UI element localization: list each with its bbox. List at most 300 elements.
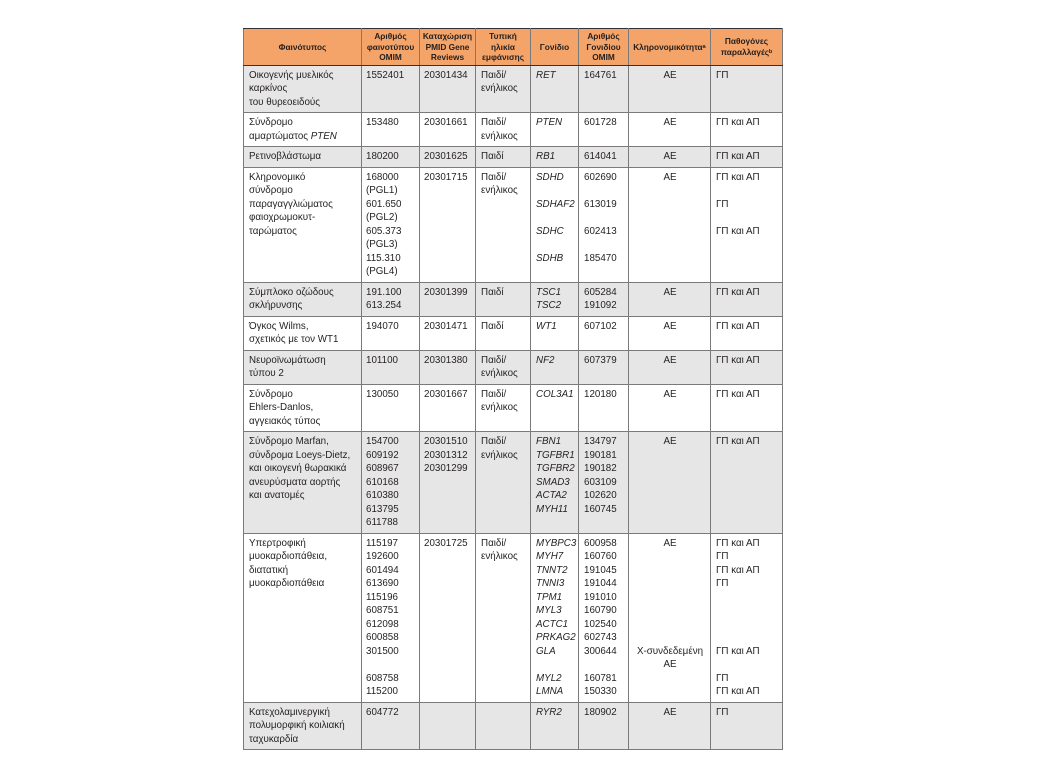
cell-line: 602743 <box>584 632 617 644</box>
table-row <box>244 384 783 432</box>
header-phenotype-omim <box>362 29 420 66</box>
variants-cell <box>711 113 783 147</box>
cell-line: 610380 <box>366 490 399 502</box>
cell-line: παραγαγγλιώματος <box>249 198 333 210</box>
cell-line: 101100 <box>366 354 398 366</box>
cell-line: ΓΠ <box>716 578 729 590</box>
header-text-line: PMID Gene <box>425 41 470 52</box>
cell-line: 20301380 <box>424 354 468 366</box>
header-text-line: Γονίδιο <box>539 41 570 52</box>
cell-line: 160760 <box>584 551 617 563</box>
pmid-cell <box>420 316 476 350</box>
cell-line: Παιδί/ <box>481 354 507 366</box>
cell-line: 190181 <box>584 449 617 461</box>
cell-line: 20301471 <box>424 320 468 332</box>
table-row <box>244 65 783 113</box>
cell-line: MYH11 <box>536 503 568 515</box>
cell-line: ΑΕ <box>663 151 677 163</box>
cell-line: TGFBR2 <box>536 463 575 475</box>
phenotype-cell <box>244 147 362 168</box>
table-header-row <box>244 29 783 66</box>
header-text-line: Κληρονομικότηταᵃ <box>633 41 706 52</box>
phenotype-cell <box>244 533 362 702</box>
cell-line: ΑΕ <box>663 320 677 332</box>
cell-line: μυοκαρδιοπάθεια <box>249 578 325 590</box>
cell-line: 153480 <box>366 117 399 129</box>
age-cell <box>476 167 531 282</box>
cell-line: τύπου 2 <box>249 368 284 380</box>
header-typical-age <box>476 29 531 66</box>
cell-line: MYBPC3 <box>536 537 577 549</box>
cell-line: ΓΠ και ΑΠ <box>716 151 760 163</box>
cell-line: Σύνδρομο <box>249 388 293 400</box>
cell-line: ΑΕ <box>663 706 677 718</box>
cell-line: 160745 <box>584 503 617 515</box>
cell-line: Παιδί <box>481 151 504 163</box>
cell-text-segment: αμαρτώματος <box>249 130 311 142</box>
variants-cell <box>711 702 783 750</box>
cell-line: 120180 <box>584 388 617 400</box>
cell-line: ενήλικος <box>481 449 518 461</box>
cell-line: 607102 <box>584 320 617 332</box>
cell-line: TGFBR1 <box>536 449 575 461</box>
gene-omim-cell <box>579 350 629 384</box>
pmid-cell <box>420 432 476 534</box>
cell-line: 603109 <box>584 476 617 488</box>
cell-line: 134797 <box>584 436 617 448</box>
variants-cell <box>711 316 783 350</box>
cell-line: καρκίνος <box>249 83 288 95</box>
cell-line <box>634 564 706 578</box>
inheritance-cell <box>629 167 711 282</box>
cell-line: TSC1 <box>536 286 562 298</box>
cell-line: 609192 <box>366 449 399 461</box>
table-row <box>244 282 783 316</box>
cell-line: ΑΕ <box>663 436 677 448</box>
age-cell <box>476 533 531 702</box>
cell-line: ΓΠ <box>716 198 729 210</box>
header-text-line: Αριθμός <box>374 31 407 41</box>
cell-text-segment: PTEN <box>310 130 337 142</box>
phenotype-cell <box>244 432 362 534</box>
pmid-cell <box>420 167 476 282</box>
cell-line: Κατεχολαμινεργική <box>249 706 330 718</box>
table-row <box>244 702 783 750</box>
cell-line: 115200 <box>366 686 398 698</box>
cell-line: 164761 <box>584 69 617 81</box>
cell-line: 612098 <box>366 618 399 630</box>
pmid-cell <box>420 147 476 168</box>
cell-line: 191.100 <box>366 286 402 298</box>
gene-cell <box>531 113 579 147</box>
cell-line: ΓΠ και ΑΠ <box>716 171 760 183</box>
cell-line <box>634 618 706 632</box>
pmid-cell <box>420 65 476 113</box>
cell-line <box>716 604 778 618</box>
cell-line: TSC2 <box>536 300 562 312</box>
cell-line <box>584 658 624 672</box>
cell-line: 194070 <box>366 320 399 332</box>
inheritance-cell <box>629 350 711 384</box>
cell-line: Όγκος Wilms, <box>249 320 309 332</box>
cell-line: 115196 <box>366 591 398 603</box>
cell-line: 192600 <box>366 551 399 563</box>
cell-line: 191044 <box>584 578 617 590</box>
cell-line: SDHAF2 <box>536 198 575 210</box>
pmid-cell <box>420 350 476 384</box>
cell-line: (PGL4) <box>366 266 398 278</box>
cell-line: PRKAG2 <box>536 632 576 644</box>
cell-line <box>634 550 706 564</box>
phenotype-cell <box>244 167 362 282</box>
phenotype-cell <box>244 702 362 750</box>
inheritance-cell <box>629 316 711 350</box>
cell-line: 608758 <box>366 672 399 684</box>
cell-line: Παιδί/ <box>481 436 507 448</box>
cell-line: 115.310 <box>366 252 401 264</box>
cell-line: 20301667 <box>424 388 468 400</box>
cell-line: RET <box>536 69 556 81</box>
cell-line: 602413 <box>584 225 617 237</box>
cell-line: ΓΠ και ΑΠ <box>716 436 760 448</box>
cell-line: SDHD <box>536 171 564 183</box>
cell-line: MYL2 <box>536 672 562 684</box>
cell-line: ΓΠ και ΑΠ <box>716 320 760 332</box>
cell-line: ανευρύσματα αορτής <box>249 476 341 488</box>
cell-line: 605284 <box>584 286 617 298</box>
phenotype-omim-cell <box>362 167 420 282</box>
cell-line: 20301510 <box>424 436 468 448</box>
header-pathogenic-variants <box>711 29 783 66</box>
cell-line: ενήλικος <box>481 551 518 563</box>
table-row <box>244 167 783 282</box>
header-pmid-gene-reviews <box>420 29 476 66</box>
cell-line: ΑΕ <box>663 537 677 549</box>
cell-line: ΑΕ <box>663 388 677 400</box>
phenotype-cell <box>244 316 362 350</box>
cell-line: 20301399 <box>424 286 468 298</box>
gene-cell <box>531 282 579 316</box>
cell-line: 115197 <box>366 537 398 549</box>
cell-line: 20301661 <box>424 117 468 129</box>
phenotype-omim-cell <box>362 432 420 534</box>
phenotype-cell <box>244 65 362 113</box>
age-cell <box>476 65 531 113</box>
cell-line: 191010 <box>584 591 617 603</box>
header-text-line: Φαινότυπος <box>278 41 327 52</box>
cell-line: ΑΕ <box>663 69 677 81</box>
header-text-line: Παθογόνες <box>724 36 769 47</box>
cell-line: 600858 <box>366 632 399 644</box>
cell-line: 300644 <box>584 645 617 657</box>
cell-line: ταχυκαρδία <box>249 733 299 745</box>
cell-line: 160781 <box>584 672 617 684</box>
cell-line <box>634 631 706 645</box>
cell-line: Ehlers-Danlos, <box>249 402 314 414</box>
gene-omim-cell <box>579 432 629 534</box>
cell-line: 601494 <box>366 564 399 576</box>
phenotype-omim-cell <box>362 147 420 168</box>
cell-line: 602690 <box>584 171 617 183</box>
header-text-line: ηλικία <box>490 41 516 52</box>
cell-line: Σύνδρομο Marfan, <box>249 436 329 448</box>
variants-cell <box>711 147 783 168</box>
cell-line: Παιδί <box>481 286 504 298</box>
variants-cell <box>711 65 783 113</box>
age-cell <box>476 113 531 147</box>
phenotype-omim-cell <box>362 316 420 350</box>
phenotype-cell <box>244 282 362 316</box>
cell-line: 20301434 <box>424 69 468 81</box>
cell-line: 605.373 <box>366 225 402 237</box>
cell-line: 102540 <box>584 618 617 630</box>
cell-line: ΓΠ και ΑΠ <box>716 117 760 129</box>
cell-line: Σύμπλοκο οζώδους <box>249 286 334 298</box>
cell-line: Νευροϊνωμάτωση <box>249 354 326 366</box>
cell-line: 604772 <box>366 706 399 718</box>
cell-line: ACTC1 <box>536 618 569 630</box>
header-text-line: Τυπική <box>489 31 517 41</box>
cell-line: 608967 <box>366 463 399 475</box>
cell-line: 168000 <box>366 171 399 183</box>
cell-line: ενήλικος <box>481 402 518 414</box>
cell-line: WT1 <box>536 320 557 332</box>
cell-line: 613.254 <box>366 300 402 312</box>
inheritance-cell <box>629 384 711 432</box>
cell-line: 601.650 <box>366 198 402 210</box>
cell-line: σύνδρομο <box>249 185 293 197</box>
gene-cell <box>531 147 579 168</box>
cell-line: Παιδί/ <box>481 537 507 549</box>
age-cell <box>476 282 531 316</box>
gene-cell <box>531 533 579 702</box>
gene-omim-cell <box>579 167 629 282</box>
cell-line: 130050 <box>366 388 399 400</box>
cell-line <box>716 618 778 632</box>
age-cell <box>476 350 531 384</box>
pmid-cell <box>420 702 476 750</box>
cell-line: Χ-συνδεδεμένη <box>636 645 704 657</box>
cell-line: 611788 <box>366 517 398 529</box>
cell-line: του θυρεοειδούς <box>249 96 320 108</box>
cell-line: COL3A1 <box>536 388 574 400</box>
gene-omim-cell <box>579 533 629 702</box>
pmid-cell <box>420 113 476 147</box>
cell-line: ΓΠ και ΑΠ <box>716 645 760 657</box>
cell-line: ΓΠ και ΑΠ <box>716 564 760 576</box>
cell-line <box>249 130 357 144</box>
age-cell <box>476 147 531 168</box>
cell-line: ΓΠ και ΑΠ <box>716 354 760 366</box>
header-gene <box>531 29 579 66</box>
cell-line: 191045 <box>584 564 617 576</box>
header-text-line: εμφάνισης <box>481 52 525 63</box>
cell-line: Σύνδρομο <box>249 117 293 129</box>
cell-line: διατατική <box>249 564 289 576</box>
cell-line: ΑΕ <box>663 659 677 671</box>
cell-line <box>536 211 574 225</box>
cell-line: GLA <box>536 645 556 657</box>
gene-omim-cell <box>579 65 629 113</box>
variants-cell <box>711 432 783 534</box>
phenotype-omim-cell <box>362 350 420 384</box>
variants-cell <box>711 350 783 384</box>
table-row <box>244 533 783 702</box>
cell-line <box>584 238 624 252</box>
cell-line: ΓΠ και ΑΠ <box>716 686 760 698</box>
cell-line: ΓΠ και ΑΠ <box>716 537 760 549</box>
header-text-line: Αριθμός <box>587 31 620 41</box>
cell-line: σύνδρομα Loeys-Dietz, <box>249 449 351 461</box>
cell-line: Οικογενής μυελικός <box>249 69 334 81</box>
inheritance-cell <box>629 432 711 534</box>
cell-line: NF2 <box>536 354 555 366</box>
table-row <box>244 113 783 147</box>
gene-omim-cell <box>579 147 629 168</box>
table-row <box>244 316 783 350</box>
header-text-line: φαινοτύπου <box>366 41 415 52</box>
cell-line: 613690 <box>366 578 399 590</box>
phenotype-omim-cell <box>362 282 420 316</box>
cell-line: 600958 <box>584 537 617 549</box>
table-row <box>244 147 783 168</box>
cell-line <box>634 577 706 591</box>
cell-line: ΓΠ <box>716 551 729 563</box>
cell-line: 608751 <box>366 605 399 617</box>
header-phenotype <box>244 29 362 66</box>
gene-omim-cell <box>579 384 629 432</box>
cell-line: (PGL3) <box>366 239 398 251</box>
phenotype-omim-cell <box>362 113 420 147</box>
cell-line <box>716 591 778 605</box>
cell-line: 20301715 <box>424 171 468 183</box>
cell-line: ΑΕ <box>663 117 677 129</box>
cell-line: Παιδί/ <box>481 171 507 183</box>
cell-line: ταρώματος <box>249 225 297 237</box>
table-row <box>244 432 783 534</box>
gene-cell <box>531 432 579 534</box>
header-text-line: Reviews <box>430 52 465 63</box>
cell-line <box>716 211 778 225</box>
cell-line: 301500 <box>366 645 399 657</box>
cell-line: 154700 <box>366 436 399 448</box>
cell-line: 190182 <box>584 463 617 475</box>
cell-line: RB1 <box>536 151 556 163</box>
age-cell <box>476 316 531 350</box>
cell-line: 180902 <box>584 706 617 718</box>
cell-line: φαιοχρωμοκυτ- <box>249 212 316 224</box>
cell-line: 191092 <box>584 300 617 312</box>
cell-line: ΑΕ <box>663 286 677 298</box>
cell-line: TNNT2 <box>536 564 568 576</box>
cell-line: 613019 <box>584 198 617 210</box>
inheritance-cell <box>629 65 711 113</box>
cell-line <box>716 184 778 198</box>
variants-cell <box>711 384 783 432</box>
cell-line: 610168 <box>366 476 399 488</box>
cell-line: Παιδί <box>481 320 504 332</box>
cell-line: 614041 <box>584 151 617 163</box>
cell-line: Παιδί/ <box>481 388 507 400</box>
pmid-cell <box>420 282 476 316</box>
cell-line: ΓΠ <box>716 69 729 81</box>
variants-cell <box>711 167 783 282</box>
cell-line: ενήλικος <box>481 130 518 142</box>
header-text-line: OMIM <box>592 52 615 63</box>
cell-line: 20301725 <box>424 537 468 549</box>
cell-line <box>584 211 624 225</box>
gene-cell <box>531 316 579 350</box>
cell-line: ΓΠ <box>716 672 729 684</box>
pmid-cell <box>420 384 476 432</box>
cell-line: αγγειακός τύπος <box>249 415 321 427</box>
cell-line: ενήλικος <box>481 185 518 197</box>
gene-cell <box>531 65 579 113</box>
cell-line: Ρετινοβλάστωμα <box>249 151 322 163</box>
phenotype-omim-cell <box>362 384 420 432</box>
inheritance-cell <box>629 702 711 750</box>
cell-line: ενήλικος <box>481 83 518 95</box>
cell-line: 20301625 <box>424 151 468 163</box>
cell-line: πολυμορφική κοιλιακή <box>249 720 345 732</box>
header-text-line: OMIM <box>379 52 402 63</box>
cell-line: TNNI3 <box>536 578 565 590</box>
gene-omim-cell <box>579 702 629 750</box>
cell-line <box>536 238 574 252</box>
gene-omim-cell <box>579 282 629 316</box>
cell-line: Παιδί/ <box>481 69 507 81</box>
gene-cell <box>531 384 579 432</box>
phenotype-omim-cell <box>362 65 420 113</box>
cell-line: ΑΕ <box>663 354 677 366</box>
cell-line: (PGL1) <box>366 185 398 197</box>
cell-line: σχετικός με τον WT1 <box>249 334 339 346</box>
age-cell <box>476 384 531 432</box>
cell-line: 601728 <box>584 117 617 129</box>
cell-line <box>716 631 778 645</box>
cell-line <box>584 184 624 198</box>
gene-cell <box>531 167 579 282</box>
cell-line: SMAD3 <box>536 476 570 488</box>
cell-line: και οικογενή θωρακικά <box>249 463 347 475</box>
phenotype-cell <box>244 384 362 432</box>
cell-line: 150330 <box>584 686 617 698</box>
hereditary-cancer-syndromes-table <box>243 28 783 750</box>
cell-line: 160790 <box>584 605 617 617</box>
header-gene-omim <box>579 29 629 66</box>
cell-line: και ανατομές <box>249 490 305 502</box>
cell-line: TPM1 <box>536 591 563 603</box>
inheritance-cell <box>629 147 711 168</box>
cell-line: FBN1 <box>536 436 562 448</box>
header-text-line: Γονιδίου <box>586 41 621 52</box>
cell-line: 613795 <box>366 503 399 515</box>
cell-line: MYL3 <box>536 605 562 617</box>
cell-line: 180200 <box>366 151 399 163</box>
cell-line: σκλήρυνσης <box>249 300 303 312</box>
phenotype-cell <box>244 350 362 384</box>
cell-line: RYR2 <box>536 706 562 718</box>
cell-line <box>366 658 415 672</box>
cell-line: Παιδί/ <box>481 117 507 129</box>
cell-line: SDHC <box>536 225 564 237</box>
gene-cell <box>531 702 579 750</box>
cell-line: ΓΠ <box>716 706 729 718</box>
cell-line: LMNA <box>536 686 564 698</box>
cell-line: SDHB <box>536 252 564 264</box>
gene-cell <box>531 350 579 384</box>
genetic-syndromes-table-page <box>243 28 782 750</box>
